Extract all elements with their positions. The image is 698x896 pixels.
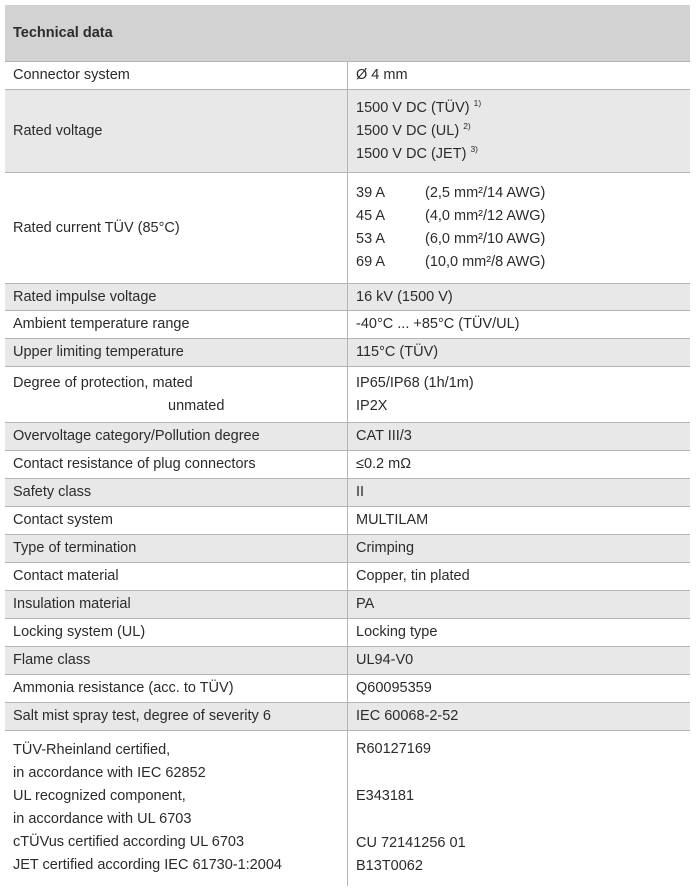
table-header-row [5,5,690,62]
cert-ul-line2: in accordance with UL 6703 [13,811,192,828]
label-ammonia-resistance: Ammonia resistance (acc. to TÜV) [5,675,348,703]
label-upper-limiting-temperature: Upper limiting temperature [5,339,348,367]
label-rated-impulse-voltage: Rated impulse voltage [5,284,348,311]
value-ammonia-resistance: Q60095359 [348,675,691,703]
cert-jet-value: B13T0062 [356,858,423,875]
row-overvoltage-category [5,423,690,451]
current-amps: 69 A [356,254,386,270]
value-overvoltage-category: CAT III/3 [348,423,691,451]
row-salt-mist [5,703,690,731]
value-certifications [348,731,691,886]
cert-ctuvus-line: cTÜVus certified according UL 6703 [13,834,245,851]
value-flame-class: UL94-V0 [348,647,691,675]
label-contact-material: Contact material [5,563,348,591]
row-ambient-temperature [5,311,690,339]
row-locking-system [5,619,690,647]
rated-voltage-jet: 1500 V DC (JET) [356,145,467,162]
current-size: (10,0 mm²/8 AWG) [425,254,546,270]
row-insulation-material [5,591,690,619]
label-safety-class: Safety class [5,479,348,507]
label-contact-system: Contact system [5,507,348,535]
cert-spacer [356,808,682,832]
current-size: (2,5 mm²/14 AWG) [425,185,546,201]
label-flame-class: Flame class [5,647,348,675]
current-size: (6,0 mm²/10 AWG) [425,231,546,247]
value-degree-of-protection [348,367,691,423]
label-insulation-material: Insulation material [5,591,348,619]
value-safety-class: II [348,479,691,507]
footnote-3: 3) [470,143,478,154]
row-rated-voltage [5,90,690,173]
current-amps: 39 A [356,185,386,201]
cert-ctuvus-value: CU 72141256 01 [356,835,466,852]
footnote-2: 2) [463,120,471,131]
technical-data-table [5,5,690,886]
cert-spacer [356,761,682,785]
row-contact-material [5,563,690,591]
row-upper-limiting-temperature [5,339,690,367]
cert-tuv-line1: TÜV-Rheinland certified, [13,742,171,759]
current-line [356,228,682,251]
cert-ul-line1: UL recognized component, [13,788,186,805]
current-line [356,205,682,228]
label-contact-resistance: Contact resistance of plug connectors [5,451,348,479]
value-rated-current [348,173,691,284]
value-ambient-temperature: -40°C ... +85°C (TÜV/UL) [348,311,691,339]
label-protection-unmated: unmated [168,397,225,414]
value-rated-voltage [348,90,691,173]
current-line [356,251,682,274]
label-ambient-temperature: Ambient temperature range [5,311,348,339]
label-connector-system: Connector system [5,62,348,90]
row-degree-of-protection [5,367,690,423]
row-certifications [5,731,690,886]
label-certifications [5,731,348,886]
current-amps: 45 A [356,208,386,224]
row-type-of-termination [5,535,690,563]
table-title: Technical data [5,5,690,62]
value-upper-limiting-temperature: 115°C (TÜV) [348,339,691,367]
cert-ul-value: E343181 [356,788,415,805]
cert-tuv-line2: in accordance with IEC 62852 [13,765,206,782]
value-protection-mated: IP65/IP68 (1h/1m) [356,374,474,391]
label-salt-mist: Salt mist spray test, degree of severity 6 [5,703,348,731]
value-connector-system: Ø 4 mm [348,62,691,90]
value-rated-impulse-voltage: 16 kV (1500 V) [348,284,691,311]
current-line [356,182,682,205]
value-contact-resistance: ≤0.2 mΩ [348,451,691,479]
label-locking-system: Locking system (UL) [5,619,348,647]
row-safety-class [5,479,690,507]
row-contact-resistance [5,451,690,479]
value-protection-unmated: IP2X [356,397,388,414]
label-overvoltage-category: Overvoltage category/Pollution degree [5,423,348,451]
label-type-of-termination: Type of termination [5,535,348,563]
row-ammonia-resistance [5,675,690,703]
cert-tuv-value: R60127169 [356,741,431,758]
value-salt-mist: IEC 60068-2-52 [348,703,691,731]
value-type-of-termination: Crimping [348,535,691,563]
row-rated-impulse-voltage [5,284,690,311]
rated-voltage-tuv: 1500 V DC (TÜV) [356,99,470,116]
label-rated-voltage: Rated voltage [5,90,348,173]
current-amps: 53 A [356,231,386,247]
label-protection-mated: Degree of protection, mated [13,374,193,391]
row-flame-class [5,647,690,675]
value-contact-material: Copper, tin plated [348,563,691,591]
current-size: (4,0 mm²/12 AWG) [425,208,546,224]
label-degree-of-protection [5,367,348,423]
cert-jet-line: JET certified according IEC 61730-1:2004 [13,857,282,874]
row-rated-current [5,173,690,284]
value-locking-system: Locking type [348,619,691,647]
rated-voltage-ul: 1500 V DC (UL) [356,122,460,139]
value-insulation-material: PA [348,591,691,619]
row-contact-system [5,507,690,535]
row-connector-system [5,62,690,90]
value-contact-system: MULTILAM [348,507,691,535]
footnote-1: 1) [473,97,482,108]
label-rated-current: Rated current TÜV (85°C) [5,173,348,284]
